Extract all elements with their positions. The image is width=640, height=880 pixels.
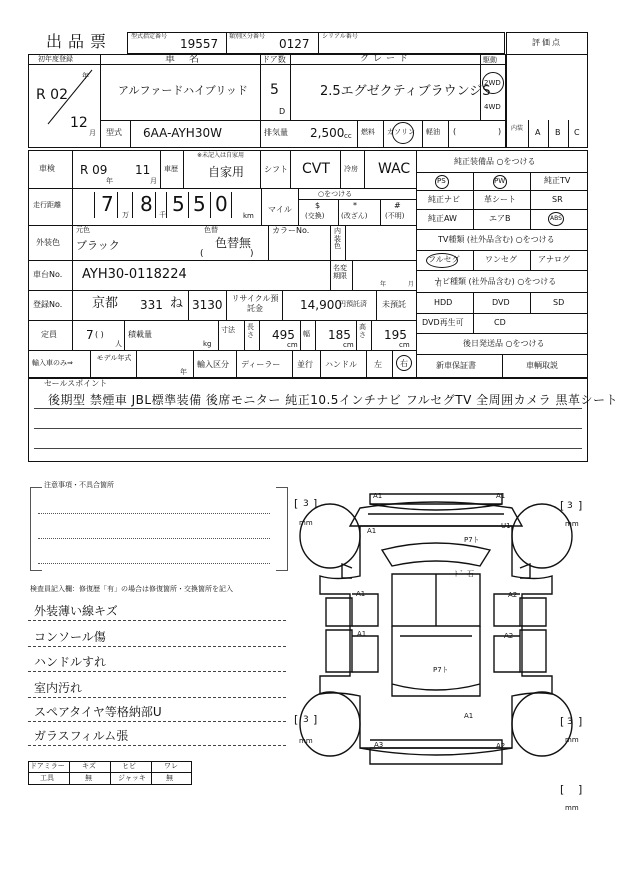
mark-front-left: A1 [367, 527, 377, 535]
mark-right-front-door: A2 [508, 591, 518, 599]
doors-value: 5 [270, 82, 279, 98]
interior-grade-c: C [574, 128, 580, 137]
cd: CD [494, 318, 506, 327]
tire-rl-value: 3 [303, 715, 309, 725]
history-note: ※未記入は自家用 [197, 152, 245, 159]
mark-front-bumper-right: A1 [496, 492, 506, 500]
mark-front-bumper: A1 [373, 492, 383, 500]
tire-spare-close: ] [578, 783, 583, 796]
month-unit: 月 [89, 129, 96, 137]
shaken-era: R 09 [80, 163, 108, 177]
tire-fl-value: 3 [303, 499, 309, 509]
car-name-label: 車名 [165, 54, 213, 65]
capacity-value: 7 [86, 328, 94, 342]
hash-mark: # [394, 201, 401, 210]
tire-rr-close: ] [578, 715, 583, 728]
mile-label: マイル [268, 205, 292, 214]
drive-2wd-label: 2WD [484, 79, 501, 87]
shaken-label: 車検 [39, 164, 55, 173]
parallel-label: 並行 [297, 360, 313, 369]
class-number-value: 0127 [279, 37, 310, 51]
tire-fl-open: [ [294, 497, 299, 510]
import-only-label: 輸入車のみ⇒ [32, 359, 73, 367]
tv-type-title: TV種類 (社外品含む) ○をつける [438, 235, 555, 244]
color-no-label: カラーNo. [272, 226, 310, 235]
registration-label: 登録No. [33, 300, 63, 309]
equip-aw: 純正AW [428, 214, 457, 223]
type-number-label: 型式指定番号 [131, 33, 168, 40]
orig-color-label: 元色 [76, 226, 90, 234]
equip-tv: 純正TV [544, 176, 571, 185]
model-type-label: 型式 [106, 128, 122, 137]
doors-sub: D [279, 107, 286, 116]
drive-label: 駆動 [483, 56, 497, 64]
tire-fr-open: [ [560, 499, 565, 512]
equipment-title: 純正装備品 ○をつける [454, 157, 536, 166]
equip-leather: 革シート [484, 195, 516, 204]
length-value: 495 [272, 328, 295, 342]
reg-area: 京都 [92, 296, 119, 311]
displacement-value: 2,500 [310, 126, 345, 140]
name-change-label: 名変期限 [333, 264, 347, 281]
mileage-sen-unit: 千 [159, 211, 166, 219]
tools-h-scratch: キズ [82, 762, 96, 770]
asterisk-mark: * [353, 201, 357, 210]
tire-rl-close: ] [313, 713, 318, 726]
tire-fl-close: ] [313, 497, 318, 510]
nav-type-title: ナビ種類 (社外品含む) ○をつける [434, 277, 557, 286]
load-unit: kg [203, 340, 212, 348]
mileage-man-unit: 万 [122, 211, 129, 219]
current-color-label: 色替 [204, 226, 218, 234]
ac-value: WAC [378, 161, 411, 177]
tire-spare-mm: mm [565, 804, 579, 812]
nav-dvd: DVD [492, 298, 510, 307]
mileage-digit-5: 0 [215, 192, 228, 216]
dimensions-label: 寸法 [221, 326, 235, 334]
mark-rear-bumper-right: A2 [496, 742, 506, 750]
first-reg-era: R 02 [36, 87, 68, 103]
inspection-item-6: ガラスフィルム張 [34, 729, 129, 743]
recycle-paid: 円預託済 [339, 300, 367, 308]
tire-rr-open: [ [560, 715, 565, 728]
reg-number: 3130 [192, 298, 223, 312]
shaken-month: 11 [135, 163, 151, 177]
first-reg-label: 初年度登録 [38, 55, 73, 63]
capacity-label: 定員 [41, 330, 57, 339]
tampered-label: (改ざん) [341, 212, 368, 220]
later-manual: 車輌取説 [526, 361, 558, 370]
interior-color-label: 内装色 [334, 227, 341, 251]
tools-tool-value: 無 [85, 774, 92, 782]
km-unit: km [243, 212, 254, 220]
dvd-play: DVD再生可 [422, 318, 464, 327]
width-value: 185 [328, 328, 351, 342]
tools-h-crack: ヒビ [122, 762, 136, 770]
recycle-not-paid: 未預託 [382, 300, 406, 309]
mark-roof-rear: P7ト [433, 666, 449, 674]
tv-analog: アナログ [538, 255, 570, 264]
import-category-label: 輸入区分 [197, 360, 229, 369]
mark-front-right: U1 [501, 522, 511, 530]
height-label: 高さ [359, 323, 366, 339]
first-reg-month: 12 [70, 115, 88, 131]
handle-label: ハンドル [325, 360, 357, 369]
name-change-date: 年 月 日 [380, 281, 452, 288]
shaken-month-unit: 月 [150, 177, 157, 185]
shaken-year-unit: 年 [106, 177, 113, 185]
unknown-label: (不明) [385, 212, 405, 220]
inspection-item-1: 外装薄い線キズ [34, 604, 118, 618]
type-number-value: 19557 [180, 37, 219, 51]
tools-h-mirror: ドアミラー [30, 762, 65, 770]
notes-title: 注意事項・不具合箇所 [44, 481, 114, 489]
sales-points-text: 後期型 禁煙車 JBL標準装備 後席モニター 純正10.5インチナビ フルセグTV 全周囲カメラ 黒革シート [48, 393, 618, 407]
interior-grade-a: A [535, 128, 541, 137]
mileage-label: 走行距離 [33, 201, 61, 209]
grade-value: 2.5エグゼクティブラウンジS [320, 84, 491, 99]
reg-class: 331 [140, 298, 163, 312]
equip-airbag: エアB [489, 214, 511, 223]
mark-windshield: ト゛石 [453, 570, 474, 578]
reg-kana: ね [170, 296, 184, 311]
ac-label: 冷房 [344, 165, 358, 173]
height-value: 195 [384, 328, 407, 342]
tools-jack-value: 無 [166, 774, 173, 782]
equip-abs: ABS [550, 215, 562, 222]
mark-hood: P7ト [464, 536, 480, 544]
tire-rr-value: 3 [567, 717, 573, 727]
inspection-item-4: 室内汚れ [34, 681, 83, 695]
mark-left-front-door: A1 [356, 590, 366, 598]
mileage-circle-note: ○をつける [318, 190, 353, 198]
fuel-label: 燃料 [361, 128, 375, 136]
sales-points-label: セールスポイント [44, 379, 108, 388]
tire-fr-mm: mm [565, 520, 579, 528]
chassis-value: AYH30-0118224 [82, 267, 187, 282]
sales-points-section [28, 378, 588, 462]
load-label: 積載量 [128, 330, 152, 339]
exchange-label: (交換) [305, 212, 325, 220]
color-label: 外装色 [36, 238, 60, 247]
class-number-label: 類別区分番号 [229, 33, 266, 40]
nav-sd: SD [553, 298, 565, 307]
shift-value: CVT [302, 161, 330, 177]
inspection-item-3: ハンドルすれ [34, 655, 107, 669]
rating-label: 評価点 [532, 38, 562, 47]
drive-4wd-label: 4WD [484, 103, 501, 111]
mark-rear-bumper-left: A3 [374, 741, 384, 749]
equip-navi: 純正ナビ [428, 195, 460, 204]
left-handle: 左 [374, 360, 382, 369]
form-title: 出品票 [46, 32, 113, 51]
equip-sr: SR [552, 195, 563, 204]
recycle-label: リサイクル預託金 [231, 294, 279, 313]
width-unit: cm [343, 341, 354, 349]
tools-tool-label: 工具 [40, 774, 54, 782]
length-label: 長さ [247, 323, 254, 339]
later-warranty: 新車保証書 [436, 361, 476, 370]
tools-jack-label: ジャッキ [118, 774, 146, 782]
inspection-item-5: スペアタイヤ等格納部U [34, 705, 162, 719]
mark-right-rear-door: A2 [504, 632, 514, 640]
orig-color-value: ブラック [76, 239, 120, 252]
width-label: 幅 [303, 330, 310, 338]
dealer-label: ディーラー [241, 360, 281, 369]
tire-spare-open: [ [560, 783, 565, 796]
displacement-label: 排気量 [264, 128, 288, 137]
model-type-value: 6AA-AYH30W [143, 126, 222, 140]
tire-fl-mm: mm [299, 519, 313, 527]
nav-hdd: HDD [434, 298, 453, 307]
height-unit: cm [399, 341, 410, 349]
later-shipping-title: 後日発送品 ○をつける [463, 339, 545, 348]
model-year-unit: 年 [180, 368, 187, 376]
era-year-unit: 年 [82, 72, 89, 80]
tire-rl-mm: mm [299, 737, 313, 745]
chassis-label: 車台No. [33, 270, 63, 279]
car-condition-diagram [290, 486, 590, 816]
serial-label: シリアル番号 [322, 33, 358, 40]
history-label: 車歴 [164, 165, 178, 173]
capacity-unit: 人 [115, 340, 122, 348]
tools-h-break: ワレ [164, 762, 178, 770]
inspector-note: 検査員記入欄：修復歴「有」の場合は修復箇所・交換箇所を記入 [30, 585, 233, 593]
shift-label: シフト [264, 165, 288, 174]
fuel-diesel: 軽油 [426, 128, 440, 136]
tire-rl-open: [ [294, 713, 299, 726]
tire-fr-value: 3 [567, 501, 573, 511]
equip-ps: PS [437, 177, 446, 185]
right-handle: 右 [400, 359, 408, 368]
tire-rr-mm: mm [565, 736, 579, 744]
fuel-gas: ガソリン [387, 128, 415, 136]
car-name-value: アルファードハイブリッド [118, 84, 248, 97]
grade-label: グレード [360, 54, 413, 64]
history-value: 自家用 [208, 165, 245, 179]
interior-grade-b: B [555, 128, 561, 137]
mileage-digit-4: 5 [193, 192, 206, 216]
tv-fullseg: フルセグ [428, 255, 460, 264]
mark-rear: A1 [464, 712, 474, 720]
interior-label: 内装 [511, 125, 524, 132]
mileage-digit-2: 8 [140, 192, 153, 216]
inspection-item-2: コンソール傷 [34, 630, 106, 644]
mileage-digit-1: 7 [101, 192, 114, 216]
equip-pw: PW [494, 177, 506, 185]
mileage-digit-3: 5 [172, 192, 185, 216]
length-unit: cm [287, 341, 298, 349]
mark-left-rear-door: A1 [357, 630, 367, 638]
cc-unit: cc [344, 132, 352, 140]
tire-fr-close: ] [578, 499, 583, 512]
dollar-mark: $ [315, 201, 321, 210]
doors-label: ドア数 [262, 55, 286, 64]
model-year-label: モデル年式 [96, 354, 132, 362]
tv-oneseg: ワンセグ [485, 255, 517, 264]
current-color-value: 色替無 [215, 236, 252, 250]
recycle-amount: 14,900 [300, 298, 342, 312]
